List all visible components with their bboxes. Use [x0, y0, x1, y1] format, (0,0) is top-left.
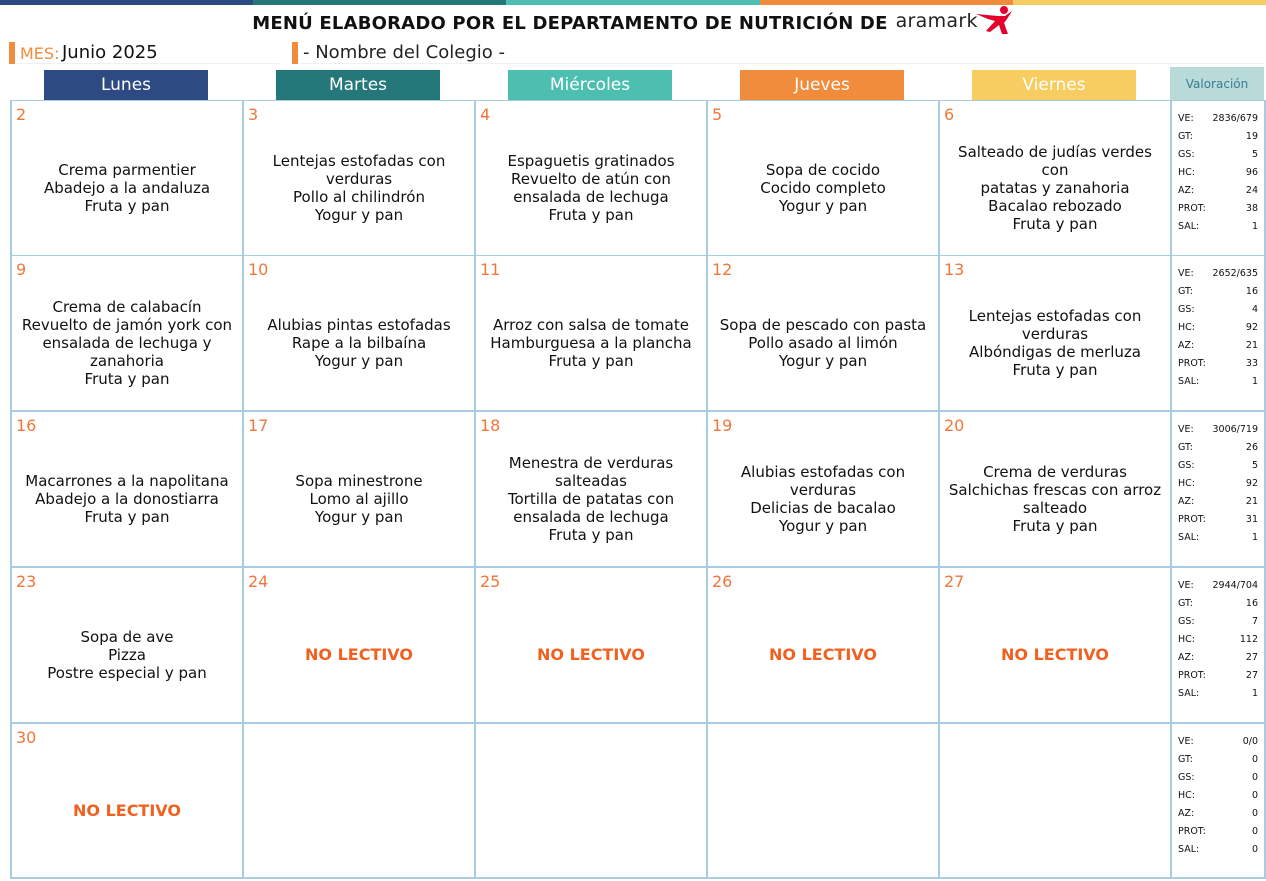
title-row: [0, 5, 1266, 41]
valoracion-key: AZ:: [1178, 652, 1195, 663]
day-number: 5: [712, 105, 723, 124]
valoracion-value: 2944/704: [1212, 580, 1258, 591]
menu-line: Cocido completo: [760, 179, 886, 197]
day-cell: [12, 412, 242, 566]
mes-accent-bar: [9, 42, 15, 64]
header-martes: Martes: [276, 70, 440, 100]
valoracion-key: VE:: [1178, 424, 1194, 435]
menu-line: Menestra de verduras: [508, 454, 674, 472]
valoracion-key: GS:: [1178, 149, 1195, 160]
day-cell: [476, 412, 706, 566]
no-lectivo-label: NO LECTIVO: [305, 645, 413, 664]
menu-line: Fruta y pan: [548, 526, 634, 544]
menu-line: zanahoria: [90, 352, 164, 370]
menu-line: Lentejas estofadas con: [272, 152, 446, 170]
day-number: 26: [712, 572, 733, 591]
day-number: 17: [248, 416, 269, 435]
menu-line: Abadejo a la andaluza: [43, 179, 211, 197]
menu-items: [244, 438, 474, 560]
valoracion-value: 3006/719: [1212, 424, 1258, 435]
valoracion-key: AZ:: [1178, 340, 1195, 351]
valoracion-key: HC:: [1178, 167, 1195, 178]
menu-items: [940, 750, 1170, 871]
valoracion-line: [1178, 631, 1258, 649]
valoracion-value: 5: [1251, 149, 1258, 160]
day-cell: [12, 568, 242, 722]
calendar-grid: [10, 100, 1171, 879]
valoracion-key: PROT:: [1178, 670, 1206, 681]
header-lunes: Lunes: [44, 70, 208, 100]
menu-line: Crema de verduras: [983, 463, 1127, 481]
valoracion-line: [1178, 301, 1258, 319]
valoracion-value: 21: [1245, 340, 1258, 351]
valoracion-key: GT:: [1178, 131, 1193, 142]
valoracion-line: [1178, 805, 1258, 823]
valoracion-value: 24: [1245, 185, 1258, 196]
valoracion-key: AZ:: [1178, 808, 1195, 819]
day-cell: [12, 256, 242, 410]
valoracion-key: SAL:: [1178, 221, 1200, 232]
valoracion-line: [1178, 373, 1258, 391]
valoracion-line: [1178, 577, 1258, 595]
colegio-accent-bar: [292, 42, 298, 64]
menu-items: [476, 750, 706, 871]
day-cell: [708, 724, 938, 877]
menu-items: [244, 282, 474, 404]
valoracion-key: GS:: [1178, 772, 1195, 783]
valoracion-key: GT:: [1178, 754, 1193, 765]
menu-items: [12, 127, 242, 249]
day-cell: [12, 101, 242, 255]
menu-line: Crema de calabacín: [52, 298, 202, 316]
valoracion-line: [1178, 146, 1258, 164]
valoracion-line: [1178, 493, 1258, 511]
day-number: 12: [712, 260, 733, 279]
menu-line: ensalada de lechuga: [513, 508, 669, 526]
menu-items: [244, 127, 474, 249]
valoracion-cell: [1172, 412, 1264, 566]
menu-line: Sopa de ave: [80, 628, 174, 646]
valoracion-line: [1178, 110, 1258, 128]
no-lectivo-label: NO LECTIVO: [769, 645, 877, 664]
day-cell: [940, 568, 1170, 722]
valoracion-value: 16: [1245, 598, 1258, 609]
day-number: 19: [712, 416, 733, 435]
menu-line: Fruta y pan: [84, 370, 170, 388]
menu-line: Yogur y pan: [314, 508, 404, 526]
menu-items: [476, 127, 706, 249]
valoracion-line: [1178, 283, 1258, 301]
valoracion-value: 27: [1245, 670, 1258, 681]
menu-items: [708, 282, 938, 404]
menu-items: [12, 750, 242, 871]
menu-line: Fruta y pan: [1012, 215, 1098, 233]
day-number: 13: [944, 260, 965, 279]
menu-line: Fruta y pan: [1012, 517, 1098, 535]
valoracion-key: SAL:: [1178, 688, 1200, 699]
menu-line: Pollo asado al limón: [748, 334, 898, 352]
valoracion-value: 92: [1245, 478, 1258, 489]
menu-line: ensalada de lechuga: [513, 188, 669, 206]
day-cell: [244, 724, 474, 877]
valoracion-value: 38: [1245, 203, 1258, 214]
valoracion-value: 2652/635: [1212, 268, 1258, 279]
menu-line: Fruta y pan: [548, 206, 634, 224]
valoracion-value: 1: [1251, 376, 1258, 387]
valoracion-line: [1178, 337, 1258, 355]
day-cell: [476, 568, 706, 722]
menu-line: Lomo al ajillo: [309, 490, 409, 508]
menu-line: Fruta y pan: [1012, 361, 1098, 379]
valoracion-line: [1178, 823, 1258, 841]
no-lectivo-label: NO LECTIVO: [1001, 645, 1109, 664]
valoracion-line: [1178, 457, 1258, 475]
info-row: [0, 42, 1266, 66]
day-cell: [244, 412, 474, 566]
valoracion-line: [1178, 511, 1258, 529]
valoracion-key: SAL:: [1178, 844, 1200, 855]
valoracion-line: [1178, 128, 1258, 146]
menu-items: [940, 282, 1170, 404]
menu-items: [940, 127, 1170, 249]
valoracion-line: [1178, 529, 1258, 547]
valoracion-value: 33: [1245, 358, 1258, 369]
menu-items: [476, 438, 706, 560]
menu-line: Alubias pintas estofadas: [267, 316, 451, 334]
valoracion-value: 2836/679: [1212, 113, 1258, 124]
valoracion-key: PROT:: [1178, 826, 1206, 837]
valoracion-key: GT:: [1178, 598, 1193, 609]
valoracion-line: [1178, 841, 1258, 859]
valoracion-key: AZ:: [1178, 496, 1195, 507]
valoracion-line: [1178, 319, 1258, 337]
valoracion-value: 112: [1239, 634, 1258, 645]
valoracion-line: [1178, 355, 1258, 373]
menu-line: Yogur y pan: [314, 352, 404, 370]
day-cell: [940, 412, 1170, 566]
menu-line: patatas y zanahoria: [980, 179, 1130, 197]
aramark-logo: [896, 7, 1014, 39]
valoracion-line: [1178, 595, 1258, 613]
menu-line: verduras: [789, 481, 857, 499]
valoracion-value: 1: [1251, 532, 1258, 543]
menu-line: verduras: [325, 170, 393, 188]
day-number: 23: [16, 572, 37, 591]
valoracion-value: 5: [1251, 460, 1258, 471]
day-number: 2: [16, 105, 27, 124]
valoracion-cell: [1172, 724, 1264, 877]
day-cell: [940, 724, 1170, 877]
valoracion-cell: [1172, 101, 1264, 255]
valoracion-key: PROT:: [1178, 514, 1206, 525]
menu-line: Postre especial y pan: [47, 664, 207, 682]
valoracion-key: VE:: [1178, 736, 1194, 747]
valoracion-key: GS:: [1178, 616, 1195, 627]
menu-line: Alubias estofadas con: [740, 463, 906, 481]
menu-items: [476, 594, 706, 716]
valoracion-value: 19: [1245, 131, 1258, 142]
valoracion-value: 92: [1245, 322, 1258, 333]
valoracion-key: HC:: [1178, 478, 1195, 489]
menu-line: Rape a la bilbaína: [291, 334, 427, 352]
valoracion-line: [1178, 667, 1258, 685]
menu-line: Sopa de cocido: [765, 161, 881, 179]
day-number: 16: [16, 416, 37, 435]
valoracion-key: GT:: [1178, 286, 1193, 297]
day-number: 6: [944, 105, 955, 124]
menu-items: [244, 594, 474, 716]
valoracion-value: 31: [1245, 514, 1258, 525]
menu-line: Fruta y pan: [84, 508, 170, 526]
menu-line: Fruta y pan: [548, 352, 634, 370]
valoracion-line: [1178, 182, 1258, 200]
header-viernes: Viernes: [972, 70, 1136, 100]
day-number: 20: [944, 416, 965, 435]
valoracion-value: 4: [1251, 304, 1258, 315]
valoracion-key: HC:: [1178, 790, 1195, 801]
valoracion-value: 16: [1245, 286, 1258, 297]
day-number: 3: [248, 105, 259, 124]
valoracion-line: [1178, 475, 1258, 493]
valoracion-line: [1178, 164, 1258, 182]
menu-line: Abadejo a la donostiarra: [35, 490, 219, 508]
menu-line: Sopa minestrone: [295, 472, 423, 490]
day-cell: [708, 101, 938, 255]
valoracion-value: 1: [1251, 221, 1258, 232]
menu-items: [940, 438, 1170, 560]
valoracion-line: [1178, 685, 1258, 703]
menu-line: Yogur y pan: [778, 517, 868, 535]
menu-items: [708, 438, 938, 560]
day-cell: [476, 256, 706, 410]
menu-line: Arroz con salsa de tomate: [493, 316, 689, 334]
day-cell: [708, 568, 938, 722]
valoracion-line: [1178, 769, 1258, 787]
valoracion-line: [1178, 649, 1258, 667]
valoracion-line: [1178, 787, 1258, 805]
valoracion-value: 0: [1251, 844, 1258, 855]
menu-line: Yogur y pan: [778, 352, 868, 370]
day-cell: [244, 101, 474, 255]
valoracion-key: VE:: [1178, 113, 1194, 124]
day-number: 11: [480, 260, 501, 279]
no-lectivo-label: NO LECTIVO: [73, 800, 181, 820]
menu-items: [708, 750, 938, 871]
valoracion-line: [1178, 439, 1258, 457]
day-cell: [940, 101, 1170, 255]
valoracion-value: 7: [1251, 616, 1258, 627]
day-cell: [244, 256, 474, 410]
day-cell: [476, 101, 706, 255]
valoracion-key: SAL:: [1178, 376, 1200, 387]
day-cell: [476, 724, 706, 877]
menu-line: Crema parmentier: [58, 161, 196, 179]
menu-line: Lentejas estofadas con: [968, 307, 1142, 325]
day-number: 10: [248, 260, 269, 279]
no-lectivo-label: NO LECTIVO: [537, 645, 645, 664]
valoracion-value: 21: [1245, 496, 1258, 507]
day-number: 18: [480, 416, 501, 435]
valoracion-key: PROT:: [1178, 358, 1206, 369]
aramark-star-figure-icon: [974, 4, 1014, 36]
menu-line: Delicias de bacalao: [750, 499, 896, 517]
valoracion-key: GT:: [1178, 442, 1193, 453]
menu-line: Salteado de judías verdes con: [958, 143, 1152, 179]
header-jueves: Jueves: [740, 70, 904, 100]
day-cell: [244, 568, 474, 722]
menu-line: Pizza: [108, 646, 146, 664]
colegio-name: - Nombre del Colegio -: [303, 42, 505, 63]
day-number: 24: [248, 572, 269, 591]
menu-line: Revuelto de atún con: [511, 170, 671, 188]
valoracion-line: [1178, 218, 1258, 236]
menu-line: salteado: [1022, 499, 1088, 517]
valoracion-key: HC:: [1178, 634, 1195, 645]
menu-line: Albóndigas de merluza: [969, 343, 1141, 361]
valoracion-line: [1178, 200, 1258, 218]
menu-line: Macarrones a la napolitana: [25, 472, 229, 490]
valoracion-line: [1178, 751, 1258, 769]
mes-label: MES:: [20, 44, 60, 63]
menu-line: Salchichas frescas con arroz: [948, 481, 1162, 499]
brand-name: aramark: [895, 10, 978, 32]
day-number: 30: [16, 728, 37, 747]
menu-line: ensalada de lechuga y: [42, 334, 212, 352]
header-valoracion: Valoración: [1170, 67, 1264, 100]
menu-items: [708, 594, 938, 716]
valoracion-value: 1: [1251, 688, 1258, 699]
menu-line: Tortilla de patatas con: [507, 490, 675, 508]
valoracion-key: VE:: [1178, 580, 1194, 591]
menu-items: [12, 594, 242, 716]
valoracion-cell: [1172, 568, 1264, 722]
menu-items: [12, 438, 242, 560]
menu-items: [708, 127, 938, 249]
day-number: 4: [480, 105, 491, 124]
menu-items: [940, 594, 1170, 716]
valoracion-value: 26: [1245, 442, 1258, 453]
mes-value: Junio 2025: [62, 42, 158, 63]
valoracion-column: [1170, 100, 1266, 879]
menu-line: Bacalao rebozado: [988, 197, 1122, 215]
valoracion-cell: [1172, 256, 1264, 410]
valoracion-key: VE:: [1178, 268, 1194, 279]
valoracion-line: [1178, 733, 1258, 751]
menu-line: Fruta y pan: [84, 197, 170, 215]
valoracion-value: 0/0: [1242, 736, 1258, 747]
valoracion-key: GS:: [1178, 460, 1195, 471]
menu-line: Yogur y pan: [778, 197, 868, 215]
day-number: 9: [16, 260, 27, 279]
day-cell: [708, 256, 938, 410]
menu-items: [12, 282, 242, 404]
menu-line: verduras: [1021, 325, 1089, 343]
valoracion-key: SAL:: [1178, 532, 1200, 543]
header-miercoles: Miércoles: [508, 70, 672, 100]
menu-line: Hamburguesa a la plancha: [490, 334, 692, 352]
valoracion-value: 0: [1251, 790, 1258, 801]
valoracion-key: HC:: [1178, 322, 1195, 333]
menu-line: salteadas: [554, 472, 627, 490]
day-number: 25: [480, 572, 501, 591]
menu-items: [476, 282, 706, 404]
day-cell: [708, 412, 938, 566]
menu-line: Revuelto de jamón york con: [21, 316, 233, 334]
valoracion-key: AZ:: [1178, 185, 1195, 196]
day-cell: [12, 724, 242, 877]
valoracion-value: 0: [1251, 826, 1258, 837]
valoracion-key: GS:: [1178, 304, 1195, 315]
menu-items: [244, 750, 474, 871]
valoracion-value: 0: [1251, 772, 1258, 783]
menu-line: Espaguetis gratinados: [507, 152, 675, 170]
valoracion-value: 27: [1245, 652, 1258, 663]
valoracion-line: [1178, 265, 1258, 283]
valoracion-line: [1178, 421, 1258, 439]
valoracion-value: 0: [1251, 808, 1258, 819]
valoracion-key: PROT:: [1178, 203, 1206, 214]
day-cell: [940, 256, 1170, 410]
menu-line: Pollo al chilindrón: [293, 188, 425, 206]
valoracion-value: 96: [1245, 167, 1258, 178]
valoracion-value: 0: [1251, 754, 1258, 765]
page-title: MENÚ ELABORADO POR EL DEPARTAMENTO DE NUTRICIÓN DE: [252, 12, 888, 34]
menu-line: Yogur y pan: [314, 206, 404, 224]
menu-line: Sopa de pescado con pasta: [719, 316, 927, 334]
day-number: 27: [944, 572, 965, 591]
valoracion-line: [1178, 613, 1258, 631]
